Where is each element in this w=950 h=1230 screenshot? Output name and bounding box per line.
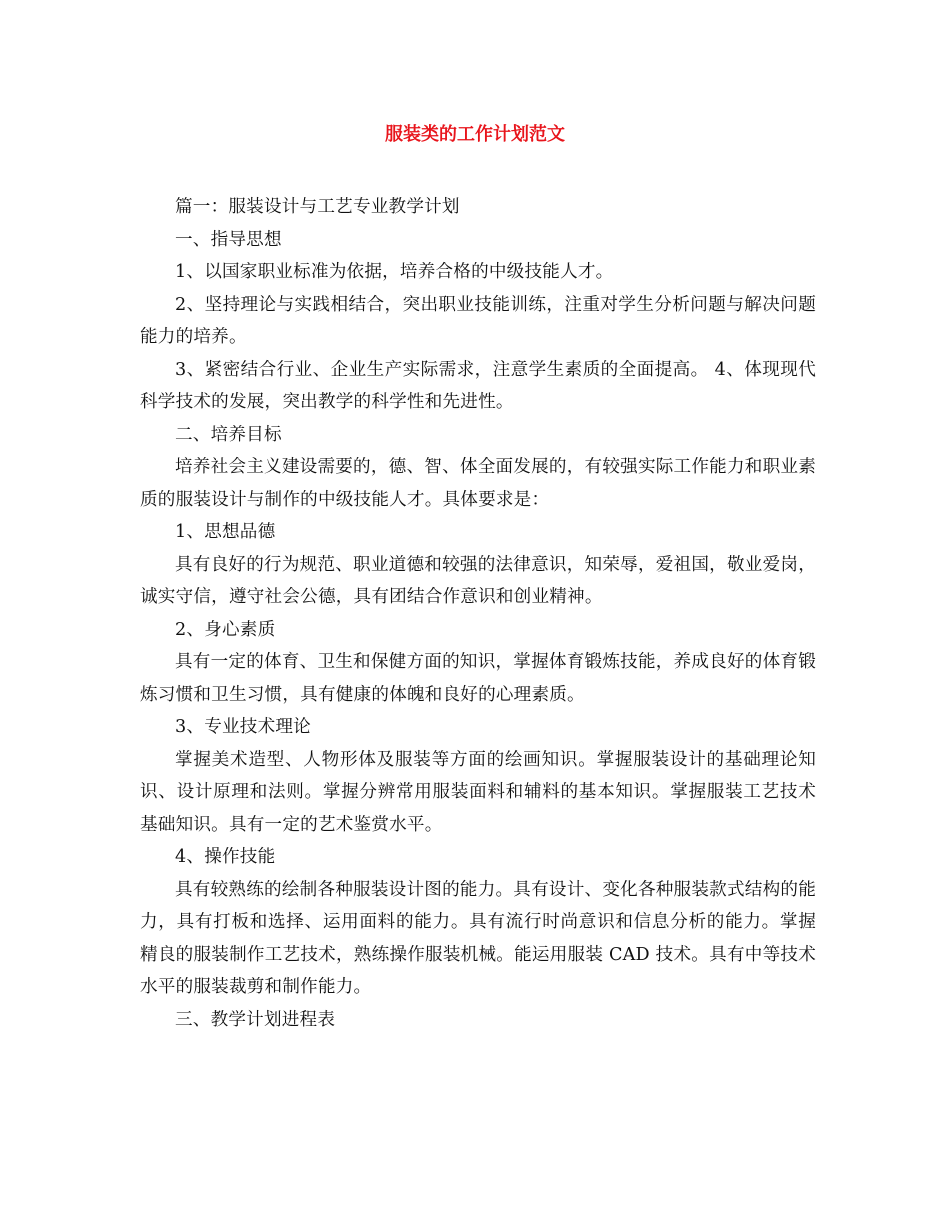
subheading-professional-theory: 3、专业技术理论	[175, 717, 311, 737]
paragraph-operation-skills: 具有较熟练的绘制各种服装设计图的能力。具有设计、变化各种服装款式结构的能力，具有打板和选择、运用面料的能力。具有流行时尚意识和信息分析的能力。掌握精良的服装制作工艺技术，熟练操作服装机械。能运用服装 CAD 技术。具有中等技术水平的服装裁剪和制作能力。	[140, 879, 816, 997]
paragraph-professional-theory: 掌握美术造型、人物形体及服装等方面的绘画知识。掌握服装设计的基础理论知识、设计原理和法则。掌握分辨常用服装面料和辅料的基本知识。掌握服装工艺技术基础知识。具有一定的艺术鉴赏水平。	[140, 749, 816, 835]
paragraph-ideology-morality: 具有良好的行为规范、职业道德和较强的法律意识，知荣辱，爱祖国，敬业爱岗，诚实守信，遵守社会公德，具有团结合作意识和创业精神。	[140, 554, 816, 607]
subheading-operation-skills: 4、操作技能	[175, 847, 276, 867]
subheading-ideology-morality: 1、思想品德	[175, 522, 276, 542]
document-body	[140, 191, 816, 1036]
paragraph-item-1: 1、以国家职业标准为依据，培养合格的中级技能人才。	[175, 262, 614, 282]
paragraph-physical-mental: 具有一定的体育、卫生和保健方面的知识，掌握体育锻炼技能，养成良好的体育锻炼习惯和卫生习惯，具有健康的体魄和良好的心理素质。	[140, 652, 816, 705]
document-title: 服装类的工作计划范文	[385, 124, 565, 145]
section-heading-teaching-schedule: 三、教学计划进程表	[175, 1009, 336, 1030]
paragraph-item-3-4: 3、紧密结合行业、企业生产实际需求，注意学生素质的全面提高。 4、体现现代科学技术的发展，突出教学的科学性和先进性。	[140, 359, 816, 412]
subheading-physical-mental: 2、身心素质	[175, 619, 276, 640]
section-heading-training-goals: 二、培养目标	[175, 424, 282, 445]
paragraph-item-2: 2、坚持理论与实践相结合，突出职业技能训练，注重对学生分析问题与解决问题能力的培养。	[140, 294, 816, 347]
paragraph-training-goals: 培养社会主义建设需要的，德、智、体全面发展的，有较强实际工作能力和职业素质的服装设计与制作的中级技能人才。具体要求是：	[140, 457, 816, 510]
section-heading-part-one: 篇一：服装设计与工艺专业教学计划	[175, 197, 460, 217]
section-heading-guiding-ideology: 一、指导思想	[175, 229, 282, 250]
